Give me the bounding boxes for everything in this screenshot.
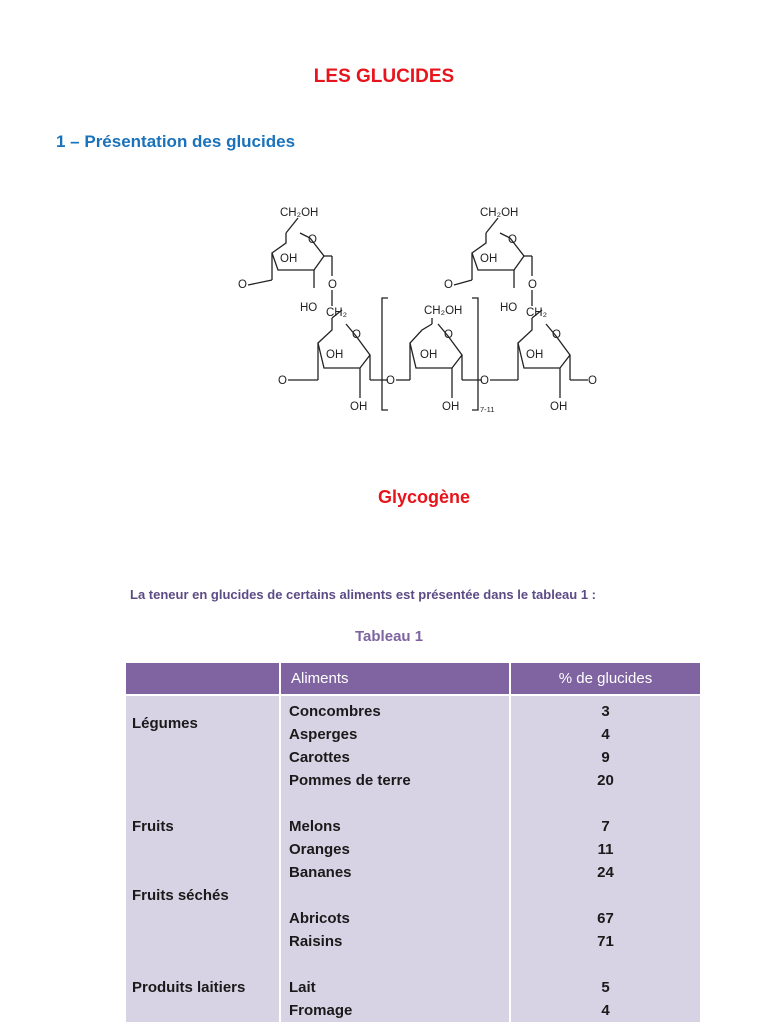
label-ring-o: O: [444, 329, 453, 341]
label-oh: OH: [526, 349, 544, 361]
table-row: [126, 884, 700, 976]
table-row: [126, 976, 700, 1022]
category-fruits-seches: Fruits séchés: [132, 887, 229, 904]
label-ch2oh: CH₂OH: [424, 305, 463, 317]
food-item: Lait: [289, 979, 316, 996]
table-header-row: [126, 663, 700, 695]
label-repeat-units: 7-11: [480, 405, 495, 414]
glucide-value: 4: [601, 1002, 610, 1019]
food-item: Oranges: [289, 841, 350, 858]
table-intro-text: La teneur en glucides de certains aliments est présentée dans le tableau 1 :: [130, 587, 597, 602]
table-caption: Tableau 1: [355, 628, 424, 645]
category-legumes: Légumes: [132, 715, 198, 732]
glucide-value: 3: [601, 703, 610, 720]
food-item: Pommes de terre: [289, 772, 411, 789]
glucide-value: 5: [601, 979, 610, 996]
glucide-value: 71: [597, 933, 614, 950]
header-aliments: Aliments: [280, 663, 510, 695]
header-percent-glucides: % de glucides: [510, 663, 700, 695]
glucide-value: 67: [597, 910, 614, 927]
food-item: Bananes: [289, 864, 352, 881]
label-o: O: [328, 279, 337, 291]
label-oh: OH: [420, 349, 438, 361]
label-oh: OH: [350, 401, 368, 413]
label-ring-o: O: [508, 234, 517, 246]
food-item: Carottes: [289, 749, 350, 766]
label-ho: HO: [300, 302, 318, 314]
label-o: O: [480, 375, 489, 387]
food-item: Raisins: [289, 933, 343, 950]
glucide-value: 24: [597, 864, 614, 881]
label-ch2oh: CH₂OH: [480, 207, 519, 219]
glucide-value: 20: [597, 772, 614, 789]
label-oh: OH: [550, 401, 568, 413]
glucide-value: 11: [597, 841, 614, 858]
label-ch2: CH₂: [326, 307, 348, 319]
category-produits-laitiers: Produits laitiers: [132, 979, 246, 996]
header-category: [126, 663, 280, 695]
glucide-value: 4: [601, 726, 610, 743]
carbohydrate-content-table: [126, 663, 700, 1022]
label-o: O: [528, 279, 537, 291]
food-item: Melons: [289, 818, 341, 835]
table-row: [126, 695, 700, 815]
label-ch2: CH₂: [526, 307, 548, 319]
label-ho: HO: [500, 302, 518, 314]
food-item: Abricots: [289, 910, 350, 927]
label-chain-o: O: [238, 279, 247, 291]
label-ch2oh: CH₂OH: [280, 207, 319, 219]
glycogen-structure-diagram: [228, 198, 620, 420]
figure-caption: Glycogène: [377, 487, 471, 507]
document-title: LES GLUCIDES: [313, 66, 455, 87]
label-oh: OH: [480, 253, 498, 265]
label-oh: OH: [442, 401, 460, 413]
food-item: Asperges: [289, 726, 358, 743]
food-item: Concombres: [289, 703, 381, 720]
label-chain-o: O: [588, 375, 597, 387]
food-item: Fromage: [289, 1002, 353, 1019]
label-ring-o: O: [352, 329, 361, 341]
label-chain-o: O: [444, 279, 453, 291]
label-o: O: [386, 375, 395, 387]
section-heading: 1 – Présentation des glucides: [56, 132, 296, 151]
label-oh: OH: [280, 253, 298, 265]
category-fruits: Fruits: [132, 818, 174, 835]
label-oh: OH: [326, 349, 344, 361]
table-row: [126, 815, 700, 884]
glucide-value: 9: [601, 749, 610, 766]
glucide-value: 7: [601, 818, 610, 835]
label-ring-o: O: [552, 329, 561, 341]
label-ring-o: O: [308, 234, 317, 246]
label-chain-o: O: [278, 375, 287, 387]
